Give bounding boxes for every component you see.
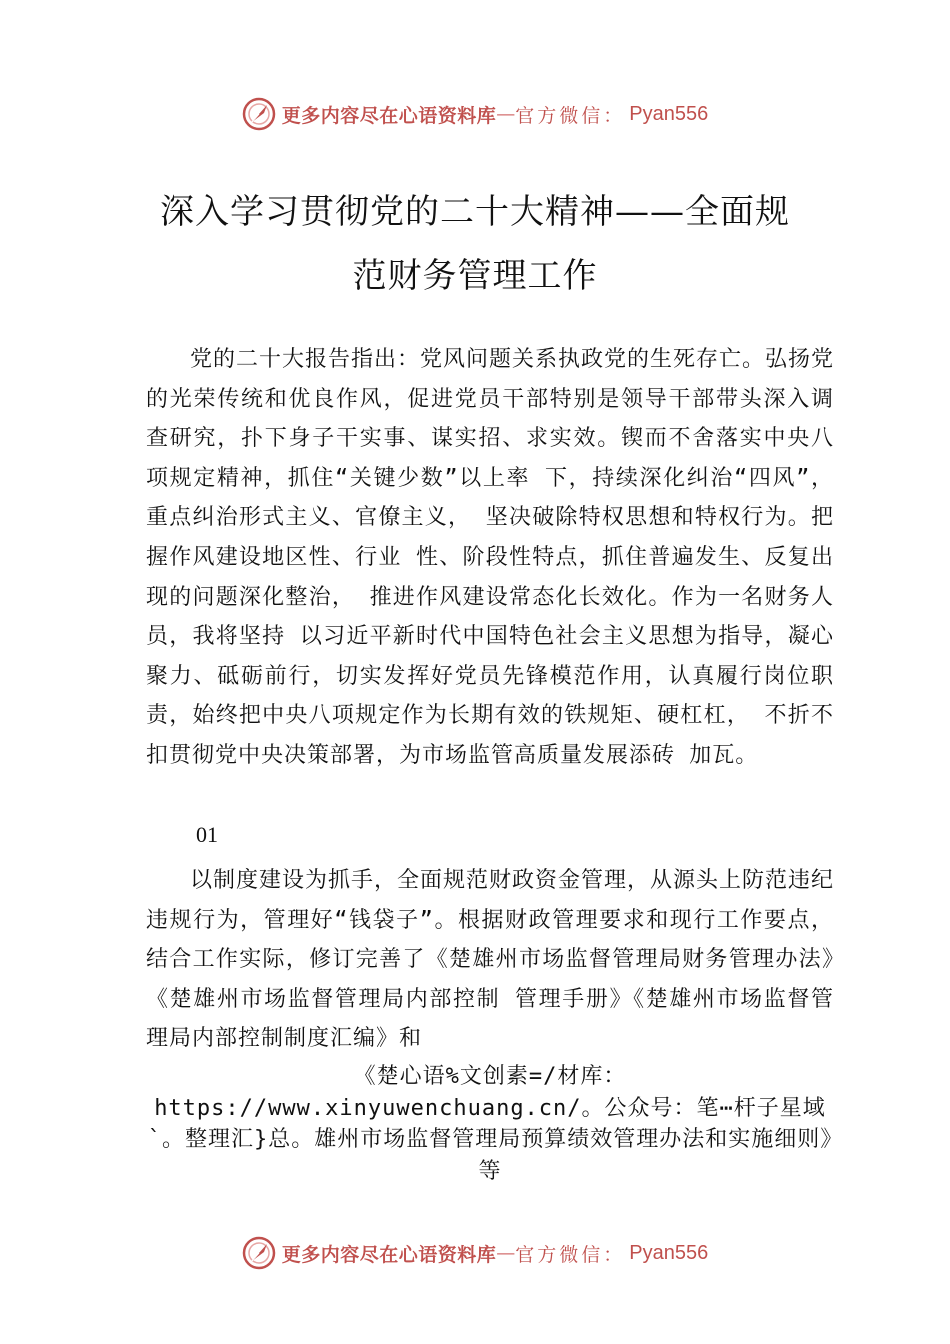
document-title: 深入学习贯彻党的二十大精神——全面规范财务管理工作 <box>160 192 790 296</box>
quill-seal-icon <box>242 97 276 131</box>
watermark-brand-text: 更多内容尽在心语资料库 <box>281 104 497 127</box>
footer-watermark-banner <box>0 1233 950 1273</box>
body-paragraph-intro: 党的二十大报告指出：党风问题关系执政党的生死存亡。弘扬党的光荣传统和优良作风，促进党员干部特别是领导干部带头深入调查研究，扑下身子干实事、谋实招、求实效。锲而不舍落实中央八项规定精神，抓住“关键少数”以上率 下，持续深化纠治“四风”，重点纠治形式主义、官僚主义， 坚决破除特权思想和特权行为。把握作风建设地区性、行业 性、阶段性特点，抓住普遍发生、反复出现的问题深化整治， 推进作风建设常态化长效化。作为一名财务人员，我将坚持 以习近平新时代中国特色社会主义思想为指导，凝心聚力、砥砺前行，切实发挥好党员先锋模范作用，认真履行岗位职 责，始终把中央八项规定作为长期有效的铁规矩、硬杠杠， 不折不扣贯彻党中央决策部署，为市场监管高质量发展添砖 加瓦。 <box>146 347 835 768</box>
section-number: 01 <box>196 822 218 847</box>
watermark-wechat-account: Pyan556 <box>629 1241 709 1264</box>
header-watermark-banner <box>0 94 950 134</box>
watermark-wechat-label: 官方微信： <box>515 104 626 127</box>
watermark-separator: — <box>496 103 516 125</box>
body-paragraph-watermarked: 《楚心语%文创素=/材库：https://www.xinyuwenchuang.cn/。公众号：笔⋯杆子星域`。整理汇}总。雄州市场监督管理局预算绩效管理办法和实施细则》等 <box>147 1064 833 1184</box>
quill-seal-icon <box>242 1236 276 1270</box>
body-paragraph-section-01: 以制度建设为抓手，全面规范财政资金管理，从源头上防范违纪违规行为，管理好“钱袋子”。根据财政管理要求和现行工作要点，结合工作实际，修订完善了《楚雄州市场监督管理局财务管理办法》《楚雄州市场监督管理局内部控制 管理手册》《楚雄州市场监督管理局内部控制制度汇编》和 <box>146 868 835 1052</box>
watermark-brand-text: 更多内容尽在心语资料库 <box>281 1243 497 1266</box>
watermark-separator: — <box>496 1242 516 1264</box>
watermark-wechat-label: 官方微信： <box>515 1243 626 1266</box>
watermark-wechat-account: Pyan556 <box>629 102 709 125</box>
